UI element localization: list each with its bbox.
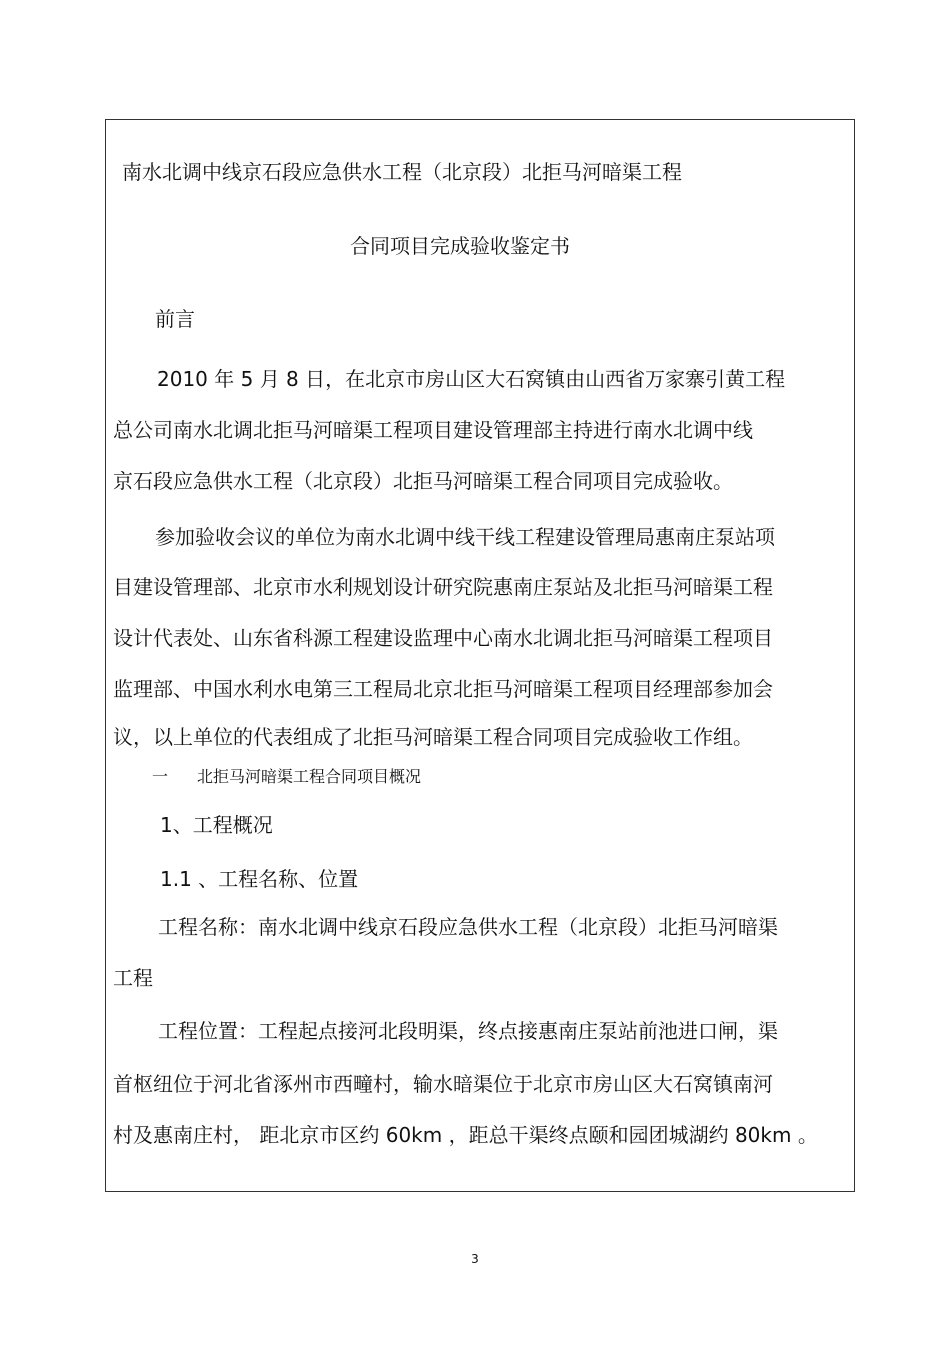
paragraph-line: 2010 年 5 月 8 日，在北京市房山区大石窝镇由山西省万家寨引黄工程 bbox=[157, 367, 786, 391]
section-number: 一 bbox=[152, 767, 169, 786]
paragraph-line: 村及惠南庄村， 距北京市区约 60km ，距总干渠终点颐和园团城湖约 80km 。 bbox=[113, 1123, 818, 1147]
paragraph-line: 目建设管理部、北京市水利规划设计研究院惠南庄泵站及北拒马河暗渠工程 bbox=[113, 575, 773, 599]
paragraph-line: 首枢纽位于河北省涿州市西疃村，输水暗渠位于北京市房山区大石窝镇南河 bbox=[113, 1072, 773, 1096]
paragraph-line: 议，以上单位的代表组成了北拒马河暗渠工程合同项目完成验收工作组。 bbox=[113, 725, 753, 749]
document-subtitle: 合同项目完成验收鉴定书 bbox=[350, 234, 570, 258]
subsection-heading: 1.1 、工程名称、位置 bbox=[160, 867, 359, 891]
preface-heading: 前言 bbox=[155, 307, 195, 331]
paragraph-line: 工程位置：工程起点接河北段明渠，终点接惠南庄泵站前池进口闸，渠 bbox=[158, 1019, 778, 1043]
subsection-heading: 1、工程概况 bbox=[160, 813, 273, 837]
paragraph-line: 设计代表处、山东省科源工程建设监理中心南水北调北拒马河暗渠工程项目 bbox=[113, 626, 773, 650]
paragraph-line: 参加验收会议的单位为南水北调中线干线工程建设管理局惠南庄泵站项 bbox=[155, 525, 775, 549]
page-number: 3 bbox=[471, 1252, 479, 1266]
paragraph-line: 工程 bbox=[113, 966, 153, 990]
paragraph-line: 监理部、中国水利水电第三工程局北京北拒马河暗渠工程项目经理部参加会 bbox=[113, 677, 773, 701]
document-title: 南水北调中线京石段应急供水工程（北京段）北拒马河暗渠工程 bbox=[122, 160, 682, 184]
paragraph-line: 总公司南水北调北拒马河暗渠工程项目建设管理部主持进行南水北调中线 bbox=[113, 418, 753, 442]
paragraph-line: 京石段应急供水工程（北京段）北拒马河暗渠工程合同项目完成验收。 bbox=[113, 469, 733, 493]
paragraph-line: 工程名称：南水北调中线京石段应急供水工程（北京段）北拒马河暗渠 bbox=[158, 915, 778, 939]
section-title: 北拒马河暗渠工程合同项目概况 bbox=[197, 767, 422, 786]
